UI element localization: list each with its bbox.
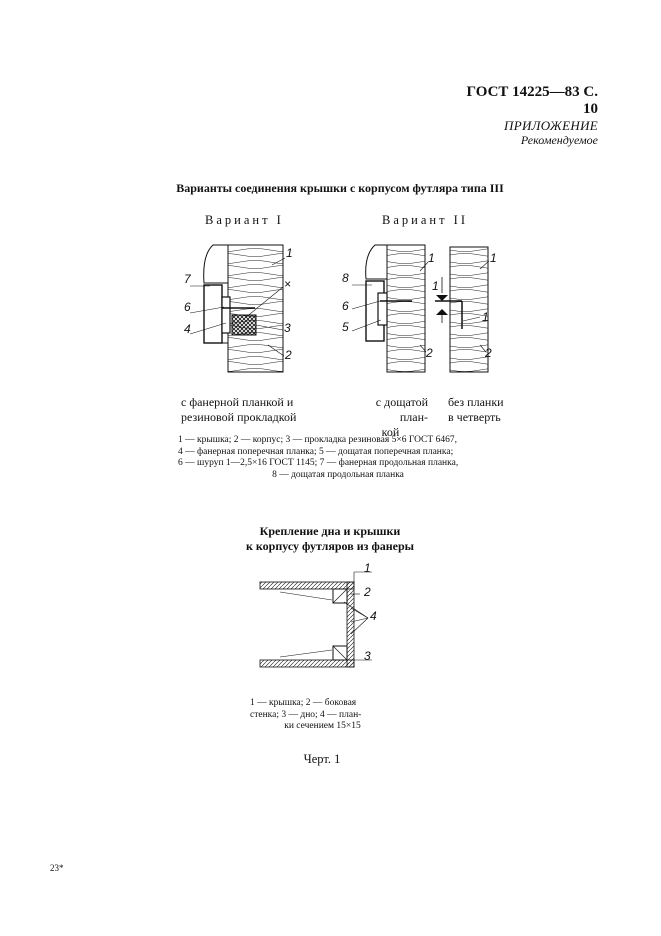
callout-2: 2 [285,348,292,362]
legend-line: стенка; 3 — дно; 4 — план- [250,709,362,720]
callout-1d: 1 [482,310,489,324]
caption-variant1 [181,395,301,425]
standard-header: ГОСТ 14225—83 С. 10 [466,84,598,117]
legend-line: ки сечением 15×15 [284,721,361,731]
callout-2c: 2 [485,346,492,360]
figure1-legend [178,435,498,481]
callout-6b: 6 [342,299,349,313]
caption-variant2b [448,395,518,425]
callout-6: 6 [184,300,191,314]
chart-caption: Черт. 1 [303,752,341,766]
callout-7: 7 [184,272,191,286]
legend-line: 6 — шуруп 1—2,5×16 ГОСТ 1145; 7 — фанерная продольная планка, [178,458,459,468]
caption-variant2b-line2: в четверть [448,410,501,424]
legend-line: 8 — дощатая продольная планка [272,469,404,480]
callout-2b: 2 [426,346,433,360]
fig2-callout-3: 3 [364,649,371,663]
variant1-label: Вариант I [205,213,284,227]
figure2-legend [250,698,395,733]
legend-line: 1 — крышка; 2 — боковая [250,698,357,708]
caption-variant2b-line1: без планки [448,395,504,409]
legend-line: 1 — крышка; 2 — корпус; 3 — прокладка резиновая 5×6 ГОСТ 6467, [178,435,457,445]
variant2b-drawing [432,247,497,372]
page-footer: 23* [50,863,64,873]
callout-1: 1 [286,246,293,260]
caption-variant1-line2: резиновой прокладкой [181,410,297,424]
figure1-drawing [180,235,510,380]
variant2-label: Вариант II [382,213,468,227]
legend-line: 4 — фанерная поперечная планка; 5 — дощатая поперечная планка; [178,446,454,457]
variant1-drawing [184,245,293,372]
fig2-callout-2: 2 [364,585,371,599]
caption-variant2a-line2: кой [381,425,400,439]
figure2-title-line1: Крепление дна и крышки [259,524,401,538]
callout-1b: 1 [428,251,435,265]
callout-4: 4 [184,322,191,336]
callout-x: × [284,277,292,291]
figure2-title-line2: к корпусу футляров из фанеры [245,539,415,553]
callout-1c: 1 [490,251,497,265]
caption-variant2a-line1: с дощатой план- [375,395,428,424]
callout-5: 5 [342,320,349,334]
fig2-callout-1: 1 [364,562,371,575]
caption-variant2a [353,395,428,440]
callout-3: 3 [284,321,291,335]
figure1-title: Варианты соединения крышки с корпусом футляра типа III [176,181,504,195]
recommended-label: Рекомендуемое [520,133,598,147]
fig2-callout-4: 4 [370,609,377,623]
callout-1c-small: 1 [432,279,439,293]
caption-variant1-line1: с фанерной планкой и [181,395,294,409]
figure2-drawing [250,562,390,677]
callout-8: 8 [342,271,349,285]
figure2-title [200,524,460,554]
appendix-label: ПРИЛОЖЕНИЕ [504,118,598,133]
variant2a-drawing [342,245,435,372]
